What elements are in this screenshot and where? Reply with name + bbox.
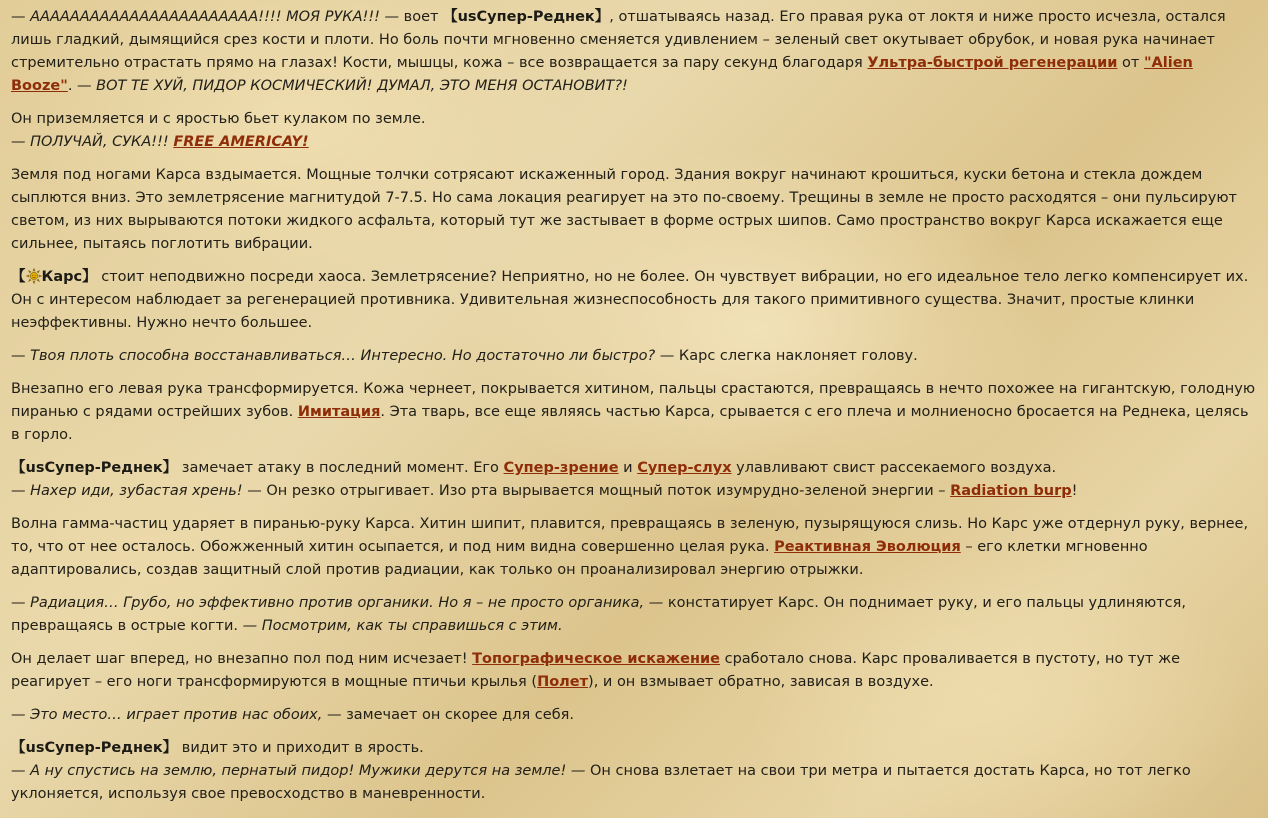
post-line	[11, 760, 1259, 806]
post-10	[11, 648, 1259, 694]
post-1	[11, 6, 1259, 98]
post-text: Он приземляется и с яростью бьет кулаком по земле.	[11, 111, 426, 127]
post-line	[11, 457, 1259, 480]
post-text: Карс слегка наклоняет голову.	[674, 348, 918, 364]
post-12	[11, 737, 1259, 806]
post-4	[11, 266, 1259, 335]
post-line	[11, 737, 1259, 760]
item-link-alien-booze[interactable]: "Alien Booze"	[11, 55, 1193, 94]
redneck-speech: — А ну спустись на землю, пернатый пидор! Мужики дерутся на земле! —	[11, 763, 586, 779]
ability-link-radiation-burp[interactable]: Radiation burp	[950, 483, 1072, 499]
post-text: от	[1117, 55, 1144, 71]
post-text: Внезапно его левая рука трансформируется. Кожа чернеет, покрывается хитином, пальцы срастаются, превращаясь в нечто похожее на гигантскую, голодную пиранью с рядами острейших зубов.	[11, 381, 1256, 420]
post-text: Он резко отрыгивает. Изо рта вырывается мощный поток изумрудно-зеленой энергии –	[261, 483, 951, 499]
post-text: !	[1071, 483, 1078, 499]
post-8	[11, 513, 1259, 582]
kars-speech: — Посмотрим, как ты справишься с этим.	[242, 618, 563, 634]
post-text: констатирует Карс. Он поднимает руку, и его пальцы удлиняются, превращаясь в острые когти.	[11, 595, 1186, 634]
ability-link-super-vision[interactable]: Супер-зрение	[503, 460, 619, 476]
post-text: замечает атаку в последний момент. Его	[177, 460, 504, 476]
redneck-speech: — Нахер иди, зубастая хрень! —	[11, 483, 262, 499]
ability-link-reactive-evolution[interactable]: Реактивная Эволюция	[774, 539, 961, 555]
bracket-open: 【	[11, 269, 26, 285]
ability-link-imitation[interactable]: Имитация	[297, 404, 381, 420]
ability-link-regeneration[interactable]: Ультра-быстрой регенерации	[867, 55, 1118, 71]
post-text: – его клетки мгновенно адаптировались, создав защитный слой против радиации, как только он проанализировал энергию отрыжки.	[11, 539, 1148, 578]
post-text: ), и он взмывает обратно, зависая в воздухе.	[588, 674, 934, 690]
kars-speech: — Радиация… Грубо, но эффективно против органики. Но я – не просто органика, —	[11, 595, 664, 611]
sun-icon	[26, 268, 42, 284]
post-text: сработало снова. Карс проваливается в пустоту, но тут же реагирует – его ноги трансформируются в мощные птичьи крылья (	[11, 651, 1181, 690]
ability-link-super-hearing[interactable]: Супер-слух	[637, 460, 732, 476]
post-11	[11, 704, 1259, 727]
post-5	[11, 345, 1259, 368]
post-9	[11, 592, 1259, 638]
post-text: стоит неподвижно посреди хаоса. Землетрясение? Неприятно, но не более. Он чувствует вибрации, но его идеальное тело легко компенсирует их. Он с интересом наблюдает за регенерацией противника. Удивительная жизнеспособность для такого примитивного существа. Значит, простые клинки неэффективны. Нужно нечто большее.	[11, 269, 1249, 331]
post-text: видит это и приходит в ярость.	[177, 740, 424, 756]
ability-link-flight[interactable]: Полет	[537, 674, 589, 690]
post-text: и	[618, 460, 638, 476]
kars-speech: — Это место… играет против нас обоих, —	[11, 707, 342, 723]
post-text: улавливают свист рассекаемого воздуха.	[731, 460, 1057, 476]
character-name-kars	[11, 269, 97, 285]
post-2	[11, 108, 1259, 154]
redneck-scream: — ААААААААААААААААААААААА!!!! МОЯ РУКА!!! —	[11, 9, 400, 25]
post-3	[11, 164, 1259, 256]
post-text: Он делает шаг вперед, но внезапно пол под ним исчезает!	[11, 651, 473, 667]
ability-link-free-americay[interactable]: FREE AMERICAY!	[173, 134, 309, 150]
character-name-redneck: 【usСупер-Реднек】	[11, 740, 178, 756]
bracket-close: 】	[82, 269, 97, 285]
post-text: замечает он скорее для себя.	[341, 707, 574, 723]
redneck-speech: — ВОТ ТЕ ХУЙ, ПИДОР КОСМИЧЕСКИЙ! ДУМАЛ, ЭТО МЕНЯ ОСТАНОВИТ?!	[77, 78, 628, 94]
post-6	[11, 378, 1259, 447]
post-text: . Эта тварь, все еще являясь частью Карса, срывается с его плеча и молниеносно бросается на Реднека, целясь в горло.	[11, 404, 1249, 443]
post-text: Он снова взлетает на свои три метра и пытается достать Карса, но тот легко уклоняется, используя свое превосходство в маневренности.	[11, 763, 1191, 802]
ability-link-topographic-distortion[interactable]: Топографическое искажение	[472, 651, 721, 667]
post-text: воет	[399, 9, 444, 25]
character-name-redneck: 【usСупер-Реднек】	[11, 460, 178, 476]
post-line	[11, 480, 1259, 503]
post-text: , отшатываясь назад. Его правая рука от локтя и ниже просто исчезла, остался лишь гладкий, дымящийся срез кости и плоти. Но боль почти мгновенно сменяется удивлением – зеленый свет окутывает обрубок, и новая рука начинает стремительно отрастать прямо на глазах! Кости, мышцы, кожа – все возвращается за пару секунд благодаря	[11, 9, 1226, 71]
character-name-redneck: 【usСупер-Реднек】	[443, 9, 610, 25]
post-7	[11, 457, 1259, 503]
redneck-shout: — ПОЛУЧАЙ, СУКА!!!	[11, 134, 174, 150]
kars-speech: — Твоя плоть способна восстанавливаться… Интересно. Но достаточно ли быстро? —	[11, 348, 675, 364]
post-text: .	[67, 78, 78, 94]
kars-name-text: Карс	[41, 269, 83, 285]
chat-log	[11, 6, 1259, 816]
post-text: Волна гамма-частиц ударяет в пиранью-руку Карса. Хитин шипит, плавится, превращаясь в зеленую, пузырящуюся слизь. Но Карс уже отдернул руку, вернее, то, что от нее осталось. Обожженный хитин осыпается, и под ним видна совершенно целая рука.	[11, 516, 1249, 555]
redneck-shout-line	[11, 131, 1259, 154]
post-text: Земля под ногами Карса вздымается. Мощные толчки сотрясают искаженный город. Здания вокруг начинают крошиться, куски бетона и стекла дождем сыплются вниз. Это землетрясение магнитудой 7-7.5. Но сама локация реагирует на это по-своему. Трещины в земле не просто расходятся – они пульсируют светом, из них вырываются потоки жидкого асфальта, который тут же застывает в форме острых шипов. Само пространство вокруг Карса искажается еще сильнее, пытаясь поглотить вибрации.	[11, 167, 1237, 252]
